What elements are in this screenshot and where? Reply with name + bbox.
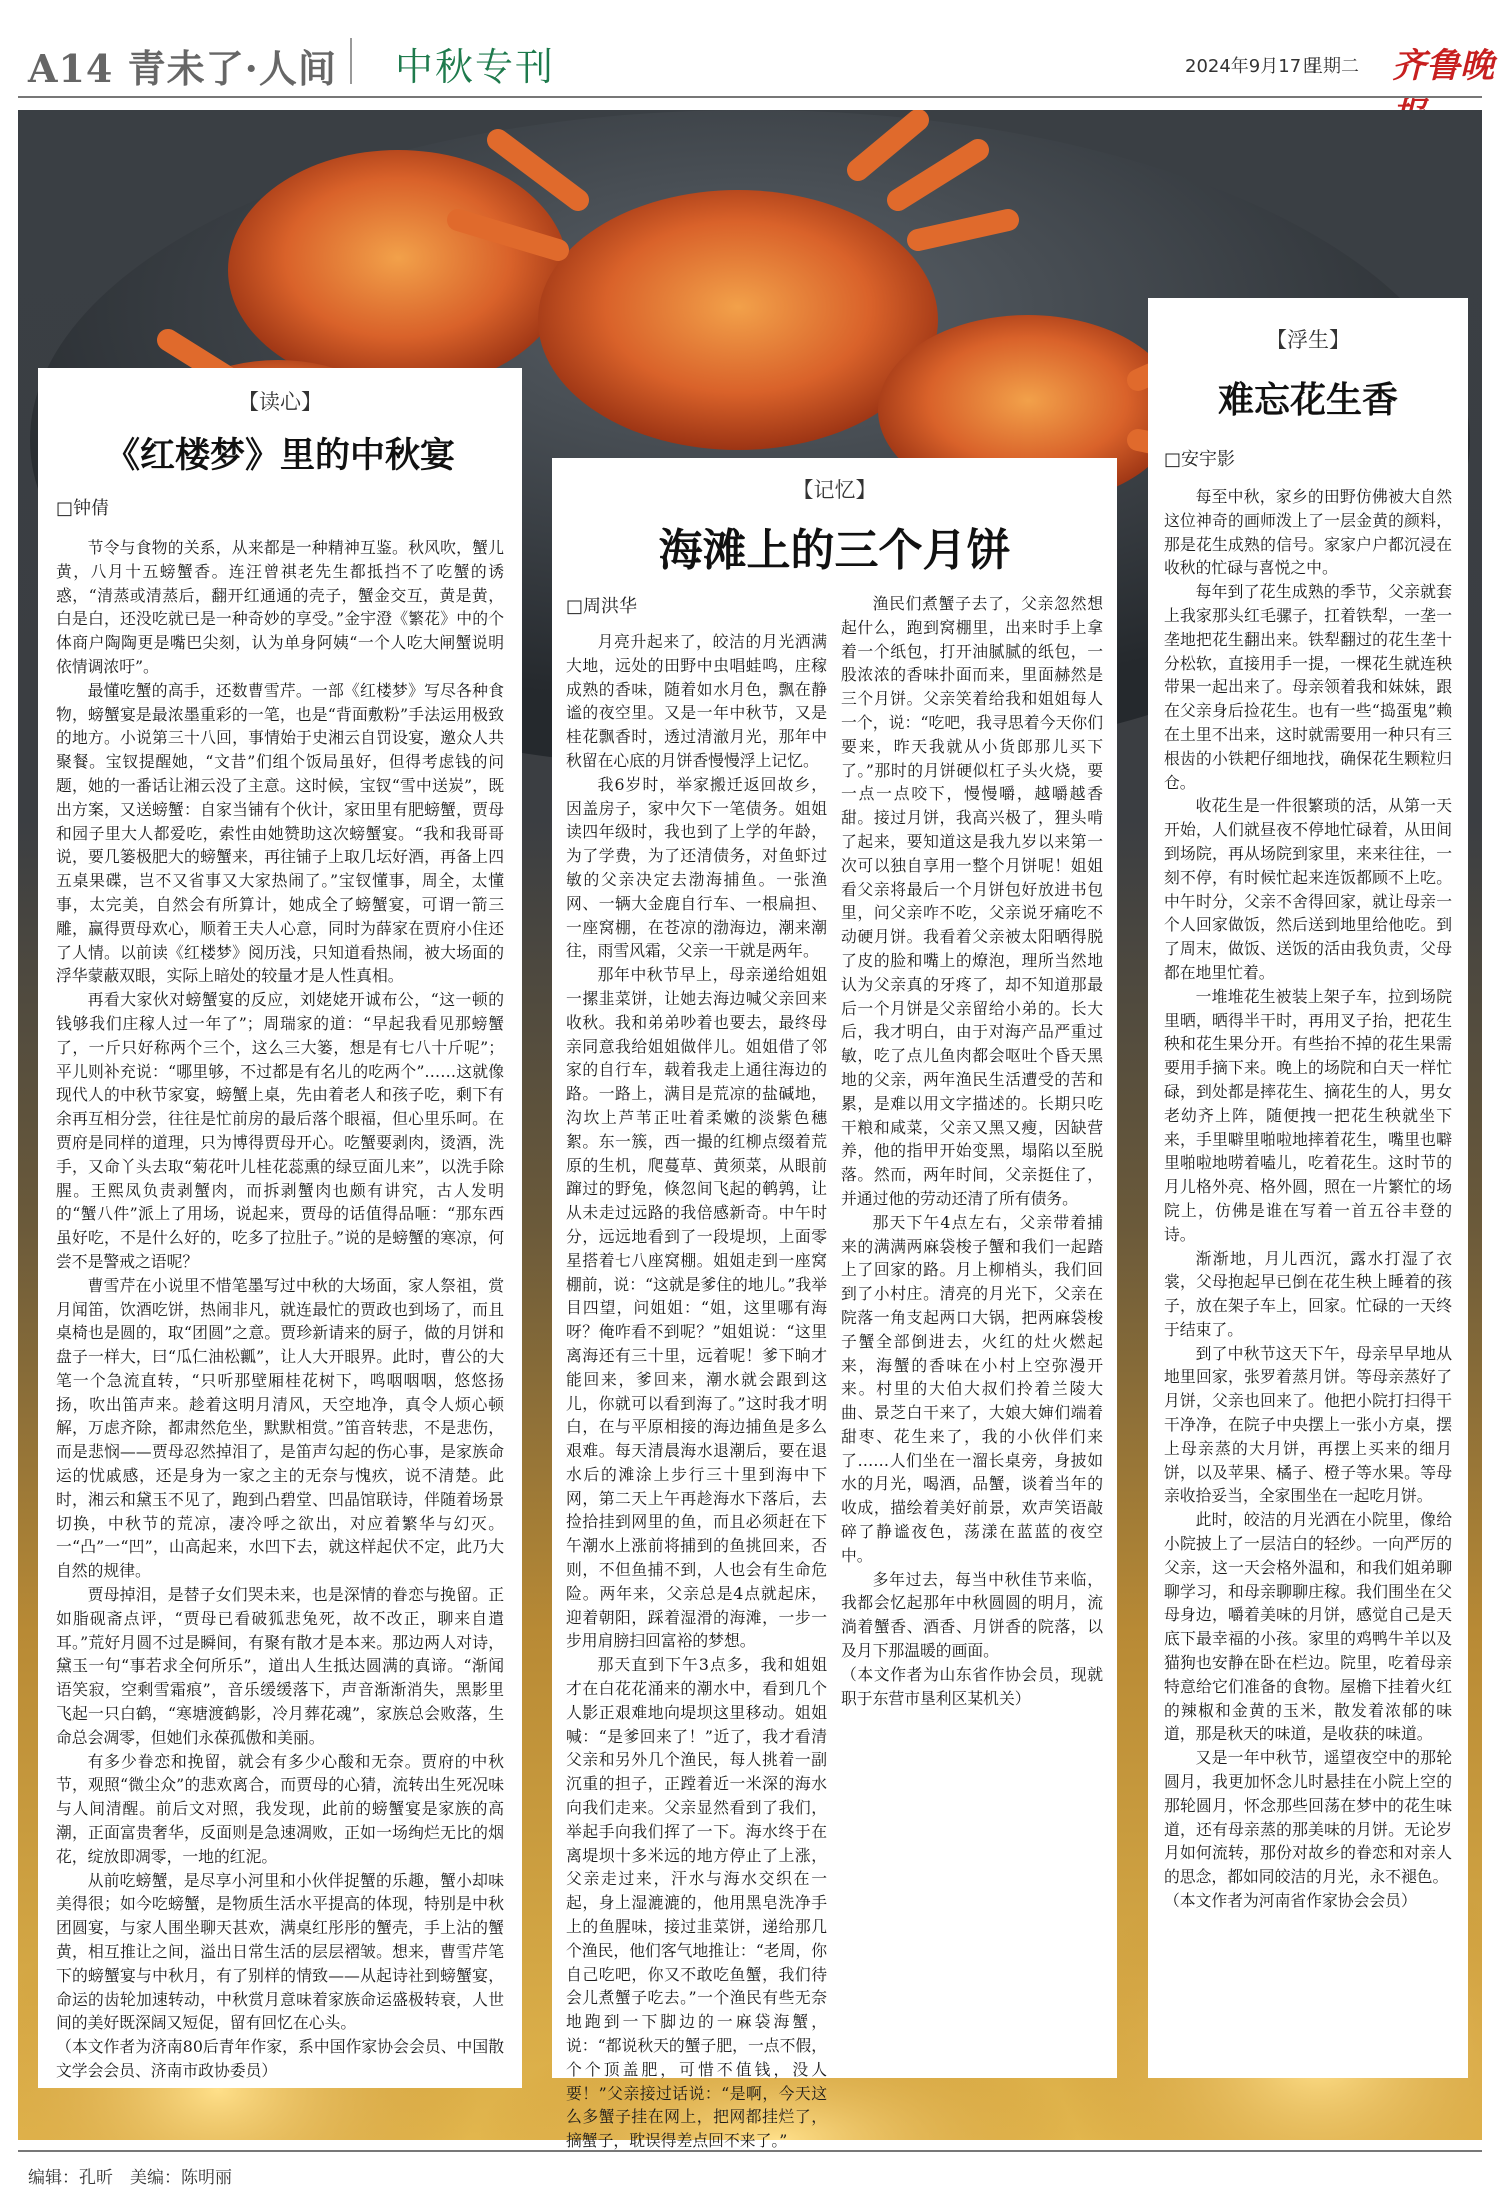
article-body <box>56 536 504 2083</box>
article-title: 《红楼梦》里的中秋宴 <box>104 435 455 476</box>
paragraph: 最懂吃蟹的高手，还数曹雪芹。一部《红楼梦》写尽各种食物，螃蟹宴是最浓墨重彩的一笔，也是“背面敷粉”手法运用极致的地方。小说第三十八回，事情始于史湘云自罚设宴，邀众人共聚餐。宝钗提醒她，“文昔”们组个饭局虽好，但得考虑钱的问题，她的一番话让湘云没了主意。这时候，宝钗“雪中送炭”，既出方案，又送螃蟹：自家当铺有个伙计，家田里有肥螃蟹，贾母和园子里大人都爱吃，索性由她赞助这次螃蟹宴。“我和我哥哥说，要几篓极肥大的螃蟹来，再往铺子上取几坛好酒，再备上四五桌果碟，岂不又省事又大家热闹了。”宝钗懂事，周全，太懂事，太完美，自然会有所算计，她成全了螃蟹宴，可谓一箭三雕，赢得贾母欢心，顺着王夫人心意，同时为薛家在贾府小住还了人情。以前读《红楼梦》阅历浅，只知道看热闹，被大场面的浮华蒙蔽双眼，实际上暗处的较量才是人性真相。 <box>56 680 504 986</box>
paragraph: 月亮升起来了，皎洁的月光洒满大地，远处的田野中虫唱蛙鸣，庄稼成熟的香味，随着如水月色，飘在静谧的夜空里。又是一年中秋节，又是桂花飘香时，透过清澈月光，那年中秋留在心底的月饼香慢慢浮上记忆。 <box>566 632 827 770</box>
paragraph: 此时，皎洁的月光洒在小院里，像给小院披上了一层洁白的轻纱。一向严厉的父亲，这一天会格外温和，和我们姐弟聊聊学习，和母亲聊聊庄稼。我们围坐在父母身边，嚼着美味的月饼，感觉自己是天底下最幸福的小孩。家里的鸡鸭牛羊以及猫狗也安静在卧在栏边。院里，吃着母亲特意给它们准备的食物。屋檐下挂着火红的辣椒和金黄的玉米，散发着浓郁的味道，那是秋天的味道，是收获的味道。 <box>1164 1510 1452 1744</box>
paragraph: 节令与食物的关系，从来都是一种精神互鉴。秋风吹，蟹儿黄，八月十五螃蟹香。连汪曾祺老先生都抵挡不了吃蟹的诱惑，“清蒸或清蒸后，翻开红通通的壳子，蟹金交互，黄是黄，白是白，还没吃就已是一种奇妙的享受。”金宇澄《繁花》中的个体商户陶陶更是嘴巴尖刻，认为单身阿姨“一个人吃大闸蟹说明依情调浓吁”。 <box>56 538 504 676</box>
author-note: （本文作者为山东省作协会员，现就职于东营市垦利区某机关） <box>841 1664 1103 1708</box>
article-title: 难忘花生香 <box>1217 379 1398 421</box>
page-header <box>0 0 1500 115</box>
paragraph: 多年过去，每当中秋佳节来临，我都会忆起那年中秋圆圆的明月，流淌着蟹香、酒香、月饼香的院落，以及月下那温暖的画面。 <box>841 1569 1103 1661</box>
footer-credits: 编辑：孔昕 美编：陈明丽 <box>28 2168 232 2188</box>
paragraph: 又是一年中秋节，遥望夜空中的那轮圆月，我更加怀念儿时悬挂在小院上空的那轮圆月，怀念那些回荡在梦中的花生味道，还有母亲蒸的那美味的月饼。无论岁月如何流转，那份对故乡的眷恋和对亲人的思念，都如同皎洁的月光，永不褪色。 <box>1164 1748 1452 1887</box>
page-section-label: A14 青未了·人间 <box>28 46 337 91</box>
paragraph: 再看大家伙对螃蟹宴的反应，刘姥姥开诚布公，“这一顿的钱够我们庄稼人过一年了”；周瑞家的道：“早起我看见那螃蟹了，一斤只好称两个三个，这么三大篓，想是有七八十斤呢”；平儿则补充说：“哪里够，不过都是有名儿的吃两个”……这就像现代人的中秋节家宴，螃蟹上桌，先由着老人和孩子吃，剩下有余再互相分尝，往往是忙前房的最后落个眼福，但心里乐呵。在贾府是同样的道理，只为博得贾母开心。吃蟹要剥肉，烫酒，洗手，又命丫头去取“菊花叶儿桂花蕊熏的绿豆面儿来”，以洗手除腥。王熙凤负责剥蟹肉，而拆剥蟹肉也颇有讲究，古人发明的“蟹八件”派上了用场，说起来，贾母的话值得品咂：“那东西虽好吃，不是什么好的，吃多了拉肚子。”说的是螃蟹的寒凉，何尝不是警戒之语呢？ <box>56 990 504 1271</box>
article-honglou <box>38 368 522 2088</box>
article-byline: □周洪华 <box>566 596 638 617</box>
article-peanuts <box>1148 298 1468 2078</box>
paragraph: 我6岁时，举家搬迁返回故乡，因盖房子，家中欠下一笔债务。姐姐读四年级时，我也到了上学的年龄，为了学费，为了还清债务，对鱼虾过敏的父亲决定去渤海捕鱼。一张渔网、一辆大金鹿自行车、一根扁担、一座窝棚，在苍凉的渤海边，潮来潮往，雨雪风霜，父亲一干就是两年。 <box>566 774 827 961</box>
newspaper-logo: 齐鲁晚 <box>1392 46 1494 86</box>
article-byline: □钟倩 <box>56 498 110 519</box>
article-mooncakes <box>552 458 1117 2151</box>
column-right <box>841 592 1103 2153</box>
author-note: （本文作者为河南省作家协会会员） <box>1164 1891 1417 1911</box>
article-body <box>566 630 827 2153</box>
author-note: （本文作者为济南80后青年作家，系中国作家协会会员、中国散文学会会员、济南市政协委员） <box>56 2037 504 2080</box>
article-section-tag: 【浮生】 <box>1266 328 1350 352</box>
column-left <box>566 592 827 2153</box>
paragraph: 有多少眷恋和挽留，就会有多少心酸和无奈。贾府的中秋节，观照“微尘众”的悲欢离合，而贾母的心猜，流转出生死况味与人间清醒。前后文对照，我发现，此前的螃蟹宴是家族的高潮，正面富贵奢华，反面则是急速凋败，正如一场绚烂无比的烟花，绽放即凋零，一地的红泥。 <box>56 1751 504 1866</box>
paragraph: 渔民们煮蟹子去了，父亲忽然想起什么，跑到窝棚里，出来时手上拿着一个纸包，打开油腻腻的纸包，一股浓浓的香味扑面而来，里面赫然是三个月饼。父亲笑着给我和姐姐每人一个，说：“吃吧，我寻思着今天你们要来，昨天我就从小货郎那儿买下了。”那时的月饼硬似杠子头火烧，要一点一点咬下，慢慢嚼，越嚼越香甜。接过月饼，我高兴极了，狸头啃了起来，要知道这是我九岁以来第一次可以独自享用一整个月饼呢！姐姐看父亲将最后一个月饼包好放进书包里，问父亲咋不吃，父亲说牙痛吃不动硬月饼。我看着父亲被太阳晒得脱了皮的脸和嘴上的燎泡，理所当然地认为父亲真的牙疼了，却不知道那最后一个月饼是父亲留给小弟的。长大后，我才明白，由于对海产品严重过敏，吃了点儿鱼肉都会呕吐个昏天黑地的父亲，两年渔民生活遭受的苦和累，是难以用文字描述的。长期只吃干粮和咸菜，父亲又黑又瘦，因缺营养，他的指甲开始变黑，塌陷以至脱落。然而，两年时间，父亲挺住了，并通过他的劳动还清了所有债务。 <box>841 594 1103 1208</box>
paragraph: 贾母掉泪，是替子女们哭未来，也是深情的眷恋与挽留。正如脂砚斋点评，“贾母已看破狐悲兔死，故不改正，聊来自遣耳。”荒好月圆不过是瞬间，有聚有散才是本来。那边两人对诗，黛玉一句“事若求全何所乐”，道出人生抵达圆满的真谛。“渐闻语笑寂，空剩雪霜痕”，音乐缓缓落下，声音渐渐消失，黑影里飞起一只白鹤，“寒塘渡鹤影，冷月葬花魂”，家族总会败落，生命总会凋零，但她们永葆孤傲和美丽。 <box>56 1585 504 1747</box>
article-section-tag: 【读心】 <box>238 390 322 414</box>
paragraph: 曹雪芹在小说里不惜笔墨写过中秋的大场面，家人祭祖，赏月闻笛，饮酒吃饼，热闹非凡，就连最忙的贾政也到场了，而且桌椅也是圆的，取“团圆”之意。贾珍新请来的厨子，做的月饼和盘子一样大，曰“瓜仁油松瓤”，让人大开眼界。此时，曹公的大笔一个急流直转，“只听那壁厢桂花树下，鸣咽咽咽，悠悠扬扬，吹出笛声来。趁着这明月清风，天空地净，真令人烦心顿解，万虑齐除，都肃然危坐，默默相赏。”笛音转悲，不是悲伤，而是悲悯——贾母忍然掉泪了，是笛声勾起的伤心事，是家族命运的忧戚感，还是身为一家之主的无奈与愧疚，说不清楚。此时，湘云和黛玉不见了，跑到凸碧堂、凹晶馆联诗，伴随着场景切换，中秋节的荒凉，凄冷呼之欲出，对应着繁华与幻灭。一“凸”一“凹”，山高起来，水凹下去，就这样起伏不定，此乃大自然的规律。 <box>56 1275 504 1581</box>
header-rule <box>18 96 1482 98</box>
paragraph: 每年到了花生成熟的季节，父亲就套上我家那头红毛骡子，扛着铁犁，一垄一垄地把花生翻出来。铁犁翻过的花生垄十分松软，直接用手一提，一棵花生就连秧带果一起出来了。母亲领着我和妹妹，跟在父亲身后捡花生。也有一些“捣蛋鬼”赖在土里不出来，这时就需要用一种只有三根齿的小铁耙仔细地找，确保花生颗粒归仓。 <box>1164 582 1452 792</box>
article-section-tag: 【记忆】 <box>792 478 877 502</box>
paragraph: 到了中秋节这天下午，母亲早早地从地里回家，张罗着蒸月饼。等母亲蒸好了月饼，父亲也回来了。他把小院打扫得干干净净，在院子中央摆上一张小方桌，摆上母亲蒸的大月饼，再摆上买来的细月饼，以及苹果、橘子、橙子等水果。等母亲收拾妥当，全家围坐在一起吃月饼。 <box>1164 1343 1452 1506</box>
paragraph: 一堆堆花生被装上架子车，拉到场院里晒，晒得半干时，再用叉子抬，把花生秧和花生果分开。有些抬不掉的花生果需要用手摘下来。晚上的场院和白天一样忙碌，到处都是摔花生、摘花生的人，男女老幼齐上阵，随便拽一把花生秧就坐下来，手里噼里啪啦地摔着花生，嘴里也噼里啪啦地唠着嗑儿，吃着花生。这时节的月儿格外亮、格外圆，照在一片繁忙的场院上，仿佛是谁在写着一首五谷丰登的诗。 <box>1164 986 1452 1244</box>
paragraph: 那天下午4点左右，父亲带着捕来的满满两麻袋梭子蟹和我们一起踏上了回家的路。月上柳梢头，我们回到了小村庄。清亮的月光下，父亲在院落一角支起两口大锅，把两麻袋梭子蟹全部倒进去，火红的灶火燃起来，海蟹的香味在小村上空弥漫开来。村里的大伯大叔们拎着兰陵大曲、景芝白干来了，大娘大婶们端着甜枣、花生来了，我的小伙伴们来了……人们坐在一溜长桌旁，身披如水的月光，喝酒，品蟹，谈着当年的收成，描绘着美好前景，欢声笑语敲碎了静谧夜色，荡漾在蓝蓝的夜空中。 <box>841 1212 1103 1565</box>
special-issue-title: 中秋专刊 <box>395 45 556 89</box>
paragraph: 渐渐地，月儿西沉，露水打湿了衣裳，父母抱起早已倒在花生秧上睡着的孩子，放在架子车上，回家。忙碌的一天终于结束了。 <box>1164 1248 1452 1339</box>
article-body-continued <box>841 592 1103 1710</box>
footer-rule <box>18 2150 1482 2152</box>
issue-date: 2024年9月17日 <box>1185 56 1320 77</box>
paragraph: 那天直到下午3点多，我和姐姐才在白花花涌来的潮水中，看到几个人影正艰难地向堤坝这里移动。姐姐喊：“是爹回来了！”近了，我才看清父亲和另外几个渔民，每人挑着一副沉重的担子，正蹚着近一米深的海水向我们走来。父亲显然看到了我们，举起手向我们挥了一下。海水终于在离堤坝十多米远的地方停止了上涨，父亲走过来，汗水与海水交织在一起，身上湿漉漉的，他用黑皂洗净手上的鱼腥味，接过韭菜饼，递给那几个渔民，他们客气地推让：“老周，你自己吃吧，你又不敢吃鱼蟹，我们待会儿煮蟹子吃去。”一个渔民有些无奈地跑到一下脚边的一麻袋海蟹，说：“都说秋天的蟹子肥，一点不假，个个顶盖肥，可惜不值钱，没人要！”父亲接过话说：“是啊，今天这么多蟹子挂在网上，把网都挂烂了，摘蟹子，耽误得差点回不来了。” <box>566 1655 827 2151</box>
article-columns <box>566 592 1103 2153</box>
article-byline: □安宇影 <box>1164 449 1236 470</box>
paragraph: 从前吃螃蟹，是尽享小河里和小伙伴捉蟹的乐趣，蟹小却味美得很；如今吃螃蟹，是物质生活水平提高的体现，特别是中秋团圆宴，与家人围坐聊天甚欢，满桌红彤彤的蟹壳，手上沾的蟹黄，相互推让之间，溢出日常生活的层层褶皱。想来，曹雪芹笔下的螃蟹宴与中秋月，有了别样的情致——从起诗社到螃蟹宴，命运的齿轮加速转动，中秋赏月意味着家族命运盛极转衰，人世间的美好既深阔又短促，留有回忆在心头。 <box>56 1870 504 2033</box>
article-title: 海滩上的三个月饼 <box>658 525 1011 576</box>
paragraph: 那年中秋节早上，母亲递给姐姐一摞韭菜饼，让她去海边喊父亲回来收秋。我和弟弟吵着也要去，最终母亲同意我给姐姐做伴儿。姐姐借了邻家的自行车，载着我走上通往海边的路。一路上，满目是荒凉的盐碱地，沟坎上芦苇正吐着柔嫩的淡紫色穗絮。东一簇，西一撮的红柳点缀着荒原的生机，爬蔓草、黄须菜，从眼前蹿过的野兔，倏忽间飞起的鹌鹑，让从未走过远路的我倍感新奇。中午时分，远远地看到了一段堤坝，上面零星搭着七八座窝棚。姐姐走到一座窝棚前，说：“这就是爹住的地儿。”我举目四望，问姐姐：“姐，这里哪有海呀？俺咋看不到呢？”姐姐说：“这里离海还有三十里，远着呢！爹下晌才能回来，爹回来，潮水就会跟到这儿，你就可以看到海了。”这时我才明白，在与平原相接的海边捕鱼是多么艰难。每天清晨海水退潮后，要在退水后的滩涂上步行三十里到海中下网，第二天上午再趁海水下落后，去捡拾挂到网里的鱼，而且必须赶在下午潮水上涨前将捕到的鱼挑回来，否则，不但鱼捕不到，人也会有生命危险。两年来，父亲总是4点就起床，迎着朝阳，踩着湿滑的海滩，一步一步用肩膀扫回富裕的梦想。 <box>566 965 828 1651</box>
paragraph: 每至中秋，家乡的田野仿佛被大自然这位神奇的画师泼上了一层金黄的颜料，那是花生成熟的信号。家家户户都沉浸在收秋的忙碌与喜悦之中。 <box>1164 487 1452 578</box>
issue-weekday: 星期二 <box>1305 56 1359 77</box>
article-body <box>1164 485 1452 1913</box>
paragraph: 收花生是一件很繁琐的活，从第一天开始，人们就昼夜不停地忙碌着，从田间到场院，再从场院到家里，来来往往，一刻不停，有时候忙起来连饭都顾不上吃。中午时分，父亲不舍得回家，就让母亲一个人回家做饭，然后送到地里给他吃。到了周末，做饭、送饭的活由我负责，父母都在地里忙着。 <box>1164 796 1452 982</box>
header-divider <box>350 38 352 84</box>
